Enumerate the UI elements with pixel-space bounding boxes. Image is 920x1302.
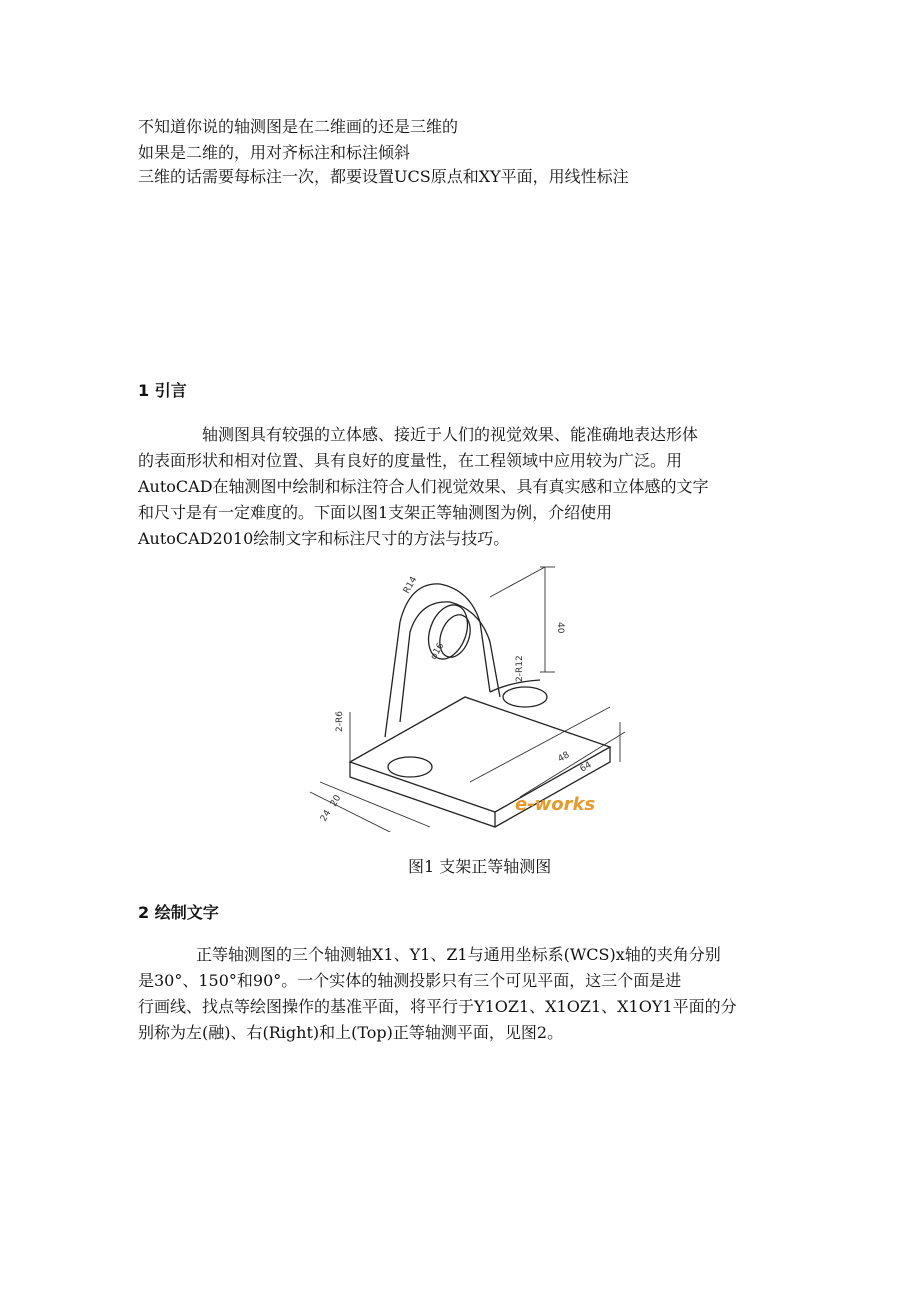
bracket-isometric-figure [290,562,640,832]
paragraph-line: 是30°、150°和90°。一个实体的轴测投影只有三个可见平面，这三个面是进 [138,971,682,990]
paragraph-line: AutoCAD2010绘制文字和标注尺寸的方法与技巧。 [138,529,510,548]
svg-text:R14: R14 [401,575,420,596]
intro-line-2: 如果是二维的，用对齐标注和标注倾斜 [138,143,411,162]
svg-text:40: 40 [555,622,565,634]
section-1-paragraph [138,422,788,552]
paragraph-line: 和尺寸是有一定难度的。下面以图1支架正等轴测图为例，介绍使用 [138,503,613,522]
section-2-heading: 2 绘制文字 [138,903,219,922]
svg-text:64: 64 [578,760,594,775]
paragraph-line: 轴测图具有较强的立体感、接近于人们的视觉效果、能准确地表达形体 [202,425,699,444]
svg-text:48: 48 [556,750,572,765]
svg-text:φ16: φ16 [428,641,447,662]
paragraph-line: 正等轴测图的三个轴测轴X1、Y1、Z1与通用坐标系(WCS)x轴的夹角分别 [196,945,721,964]
paragraph-line: 别称为左(融)、右(Right)和上(Top)正等轴测平面，见图2。 [138,1023,564,1042]
paragraph-line: 的表面形状和相对位置、具有良好的度量性，在工程领域中应用较为广泛。用 [138,451,683,470]
figure-caption: 图1 支架正等轴测图 [408,857,552,876]
e-works-watermark: e-works [515,794,596,815]
paragraph-line: AutoCAD在轴测图中绘制和标注符合人们视觉效果、具有真实感和立体感的文字 [138,477,709,496]
intro-line-1: 不知道你说的轴测图是在二维画的还是三维的 [138,117,459,136]
bracket-drawing [290,562,640,832]
section-2-paragraph [138,942,788,1046]
svg-text:2-R6: 2-R6 [335,711,345,732]
svg-text:20: 20 [328,793,344,809]
svg-text:24: 24 [318,808,334,824]
svg-text:2-R12: 2-R12 [515,655,525,682]
paragraph-line: 行画线、找点等绘图操作的基准平面，将平行于Y1OZ1、X1OZ1、X1OY1平面的分 [138,997,737,1016]
intro-line-3: 三维的话需要每标注一次，都要设置UCS原点和XY平面，用线性标注 [138,167,629,186]
section-1-heading: 1 引言 [138,381,187,400]
